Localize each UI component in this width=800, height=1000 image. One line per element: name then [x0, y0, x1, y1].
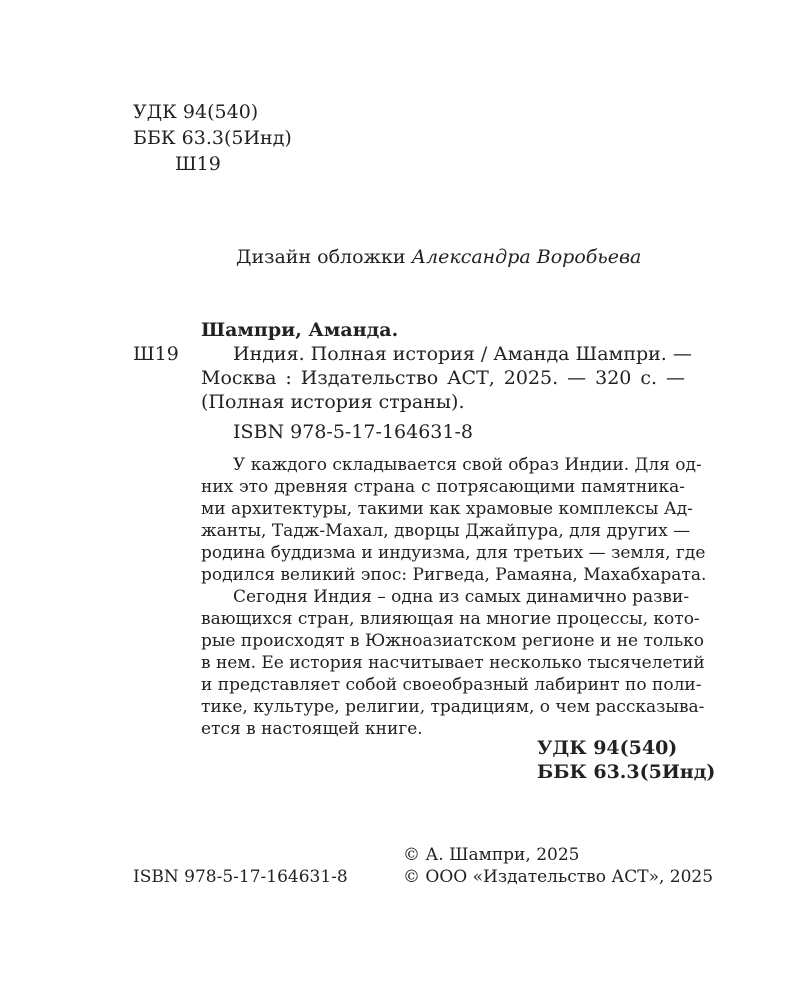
- cover-design-credit: [236, 245, 641, 269]
- footer-isbn: ISBN 978-5-17-164631-8: [133, 867, 348, 887]
- annotation-line: Сегодня Индия – одна из самых динамично разви-: [233, 587, 690, 607]
- description-line: (Полная история страны).: [201, 391, 465, 413]
- annotation-line: ми архитектуры, такими как храмовые комплексы Ад-: [201, 499, 693, 519]
- record-isbn: ISBN 978-5-17-164631-8: [233, 421, 473, 443]
- annotation-line: тике, культуре, религии, традициям, о чем рассказыва-: [201, 697, 705, 717]
- annotation-line: У каждого складывается свой образ Индии. Для од-: [233, 455, 702, 475]
- description-line: Индия. Полная история / Аманда Шампри. —: [233, 343, 692, 365]
- annotation-line: родился великий эпос: Ригведа, Рамаяна, Махабхарата.: [201, 565, 707, 585]
- box-bbk-code: ББК 63.3(5Инд): [537, 761, 716, 783]
- cover-design-label: Дизайн обложки: [236, 246, 406, 268]
- copyright-author: © А. Шампри, 2025: [403, 845, 580, 865]
- annotation-line: рые происходят в Южноазиатском регионе и не только: [201, 631, 705, 651]
- annotation-line: и представляет собой своеобразный лабиринт по поли-: [201, 675, 702, 695]
- bbk-code: ББК 63.3(5Инд): [133, 127, 292, 149]
- copyright-publisher: © ООО «Издательство АСТ», 2025: [403, 867, 714, 887]
- udk-code: УДК 94(540): [133, 101, 259, 123]
- annotation-line: ется в настоящей книге.: [201, 719, 423, 739]
- author-sign: Ш19: [175, 153, 221, 175]
- annotation-line: жанты, Тадж-Махал, дворцы Джайпура, для других —: [201, 521, 691, 541]
- description-line: Москва : Издательство АСТ, 2025. — 320 с. —: [201, 367, 685, 389]
- box-udk-code: УДК 94(540): [537, 737, 678, 759]
- record-author-sign: Ш19: [133, 343, 179, 365]
- annotation-line: родина буддизма и индуизма, для третьих — земля, где: [201, 543, 706, 563]
- author-heading: Шампри, Аманда.: [201, 319, 399, 341]
- cover-designer-name: Александра Воробьева: [411, 246, 642, 268]
- annotation-line: них это древняя страна с потрясающими памятника-: [201, 477, 685, 497]
- annotation-line: в нем. Ее история насчитывает несколько тысячелетий: [201, 653, 705, 673]
- annotation-line: вающихся стран, влияющая на многие процессы, кото-: [201, 609, 700, 629]
